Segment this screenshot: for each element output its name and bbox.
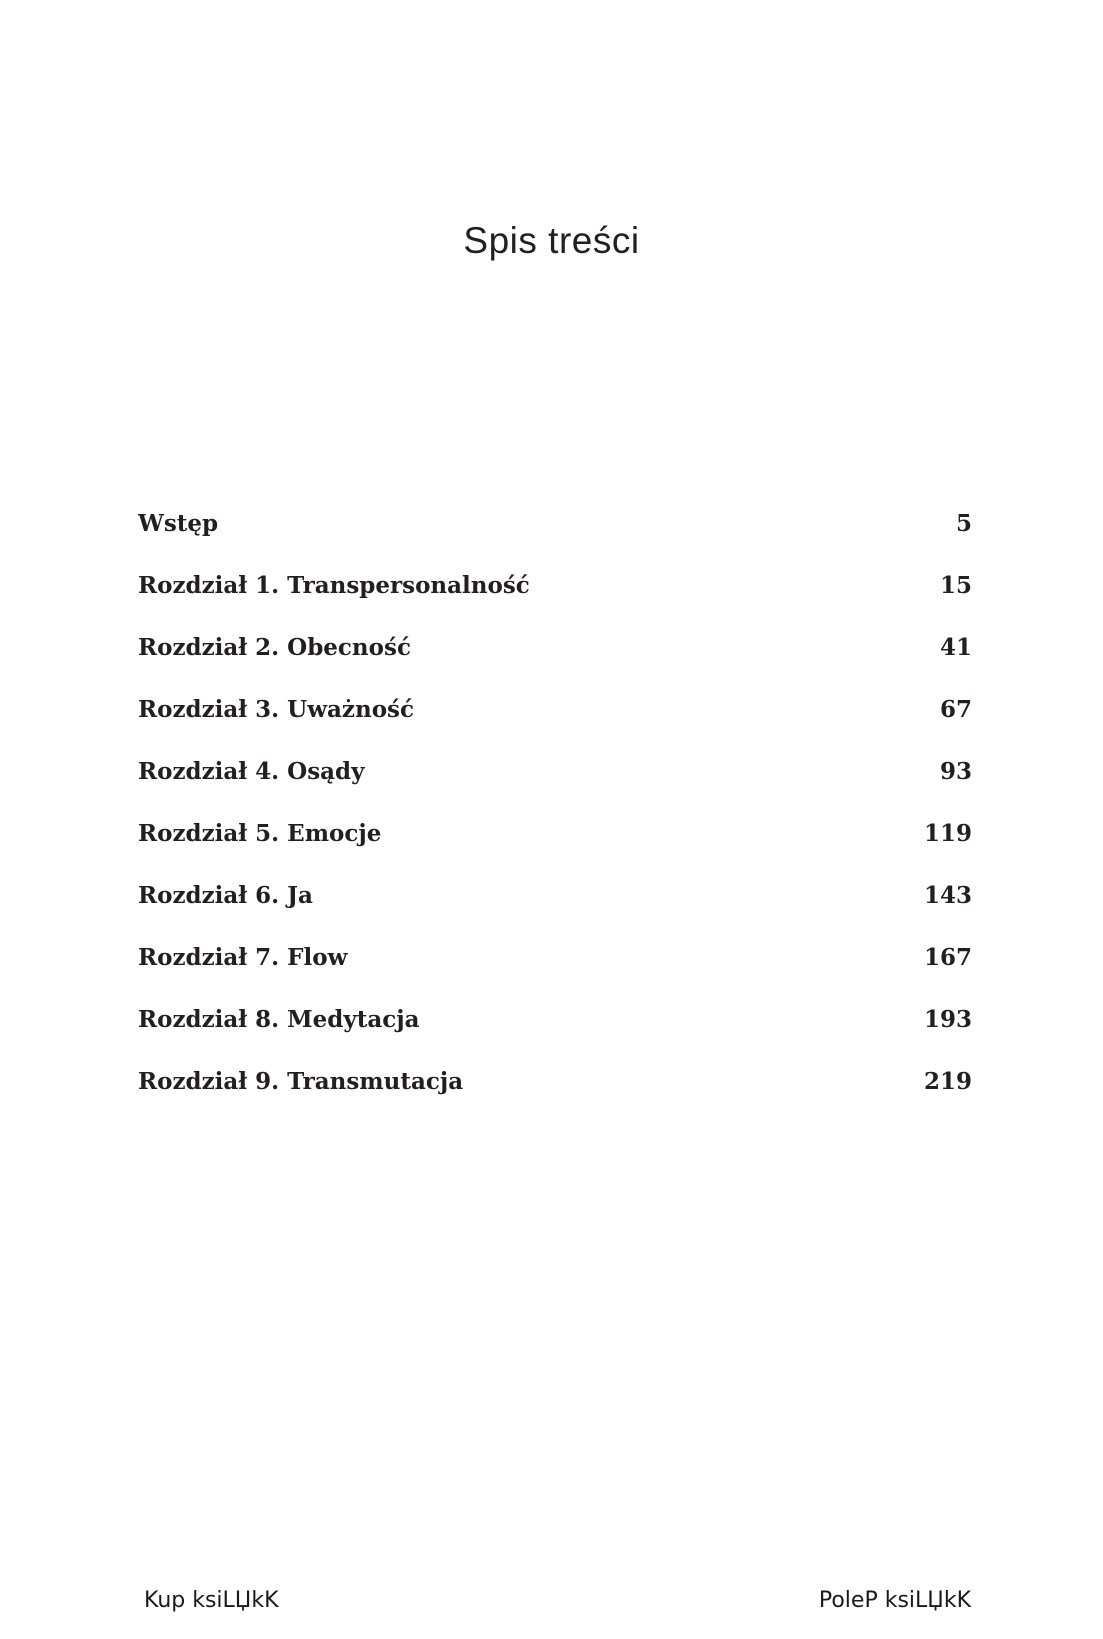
table-of-contents xyxy=(138,512,972,1132)
toc-entry-chapter-7[interactable] xyxy=(138,946,972,1008)
toc-entry-page: 67 xyxy=(939,696,972,723)
toc-entry-label: Rozdział 9. Transmutacja xyxy=(138,1068,464,1095)
toc-entry-chapter-6[interactable] xyxy=(138,884,972,946)
toc-entry-label: Rozdział 1. Transpersonalność xyxy=(138,572,530,599)
toc-entry-label: Rozdział 8. Medytacja xyxy=(138,1006,420,1033)
recommend-book-link[interactable]: PoleP ksiLЏkK xyxy=(818,1588,971,1613)
toc-entry-chapter-2[interactable] xyxy=(138,636,972,698)
toc-entry-chapter-4[interactable] xyxy=(138,760,972,822)
toc-entry-label: Rozdział 7. Flow xyxy=(138,944,348,971)
toc-entry-page: 167 xyxy=(923,944,972,971)
toc-entry-chapter-1[interactable] xyxy=(138,574,972,636)
toc-entry-label: Rozdział 5. Emocje xyxy=(138,820,382,847)
toc-entry-chapter-5[interactable] xyxy=(138,822,972,884)
toc-entry-label: Rozdział 3. Uważność xyxy=(138,696,415,723)
page-title: Spis treści xyxy=(463,220,640,261)
toc-entry-page: 93 xyxy=(939,758,972,785)
toc-entry-page: 193 xyxy=(923,1006,972,1033)
toc-entry-label: Rozdział 2. Obecność xyxy=(138,634,411,661)
toc-entry-page: 5 xyxy=(955,510,972,537)
toc-entry-page: 15 xyxy=(939,572,972,599)
buy-book-link[interactable]: Kup ksiLЏkK xyxy=(144,1588,279,1613)
toc-entry-chapter-8[interactable] xyxy=(138,1008,972,1070)
toc-entry-label: Rozdział 6. Ja xyxy=(138,882,313,909)
toc-entry-label: Wstęp xyxy=(138,510,219,537)
toc-entry-chapter-3[interactable] xyxy=(138,698,972,760)
toc-entry-page: 41 xyxy=(939,634,972,661)
toc-entry-page: 143 xyxy=(923,882,972,909)
toc-entry-chapter-9[interactable] xyxy=(138,1070,972,1132)
toc-entry-page: 119 xyxy=(923,820,972,847)
toc-entry-intro[interactable] xyxy=(138,512,972,574)
toc-entry-page: 219 xyxy=(923,1068,972,1095)
toc-entry-label: Rozdział 4. Osądy xyxy=(138,758,365,785)
